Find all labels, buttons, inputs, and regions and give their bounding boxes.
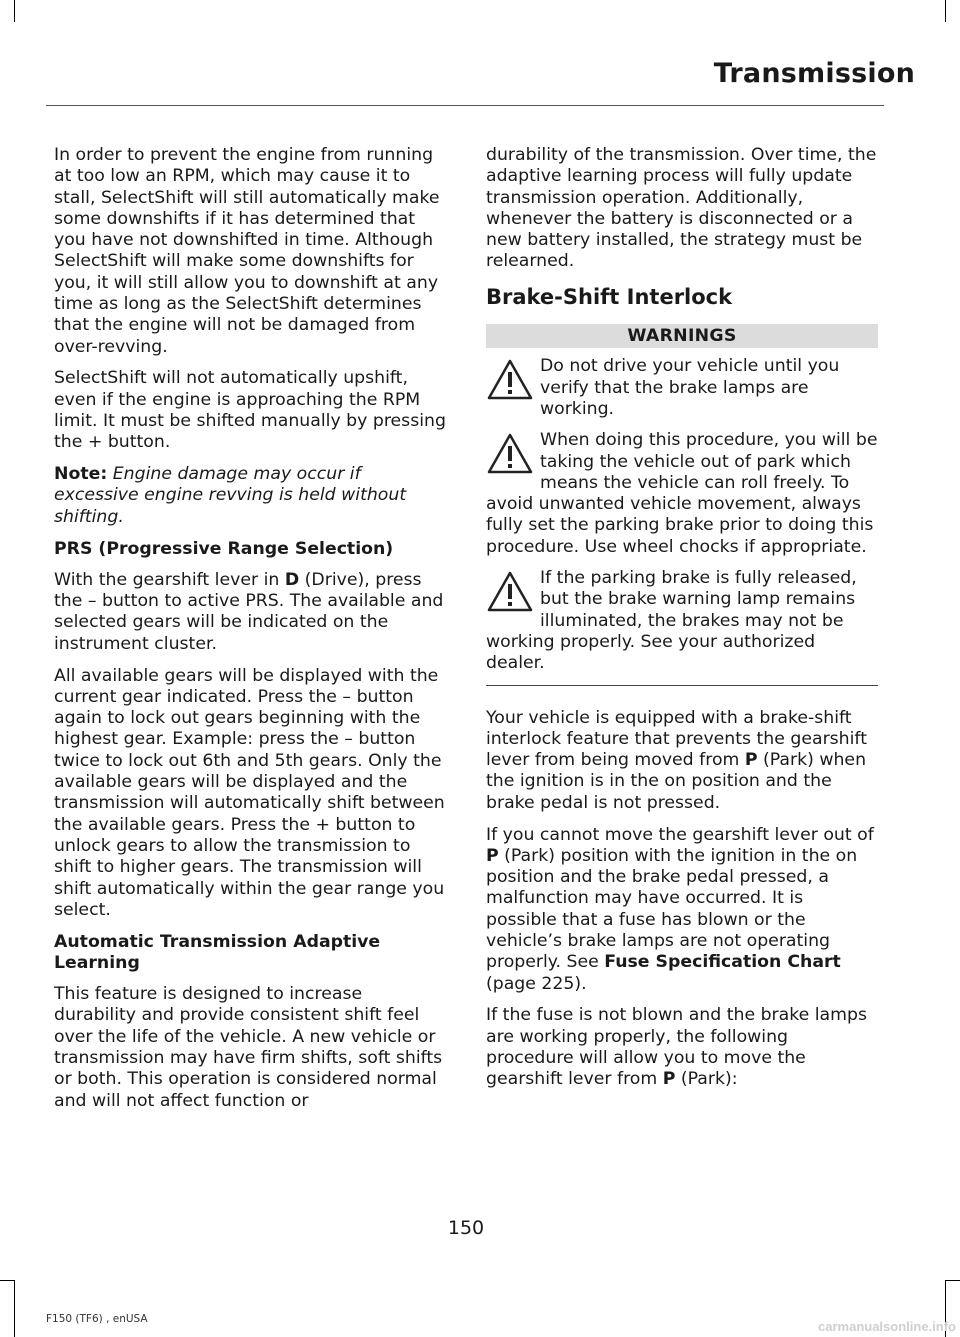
warning-triangle-icon xyxy=(486,432,534,476)
heading-adaptive-learning: Automatic Transmission Adaptive Learning xyxy=(54,931,381,973)
warning-text: If the parking brake is fully released, but the brake warning lamp remains illuminated, the brakes may not be working properly. See your authorized dealer. xyxy=(486,568,857,674)
warnings-header: WARNINGS xyxy=(486,324,878,348)
text-run: If you cannot move the gearshift lever out of xyxy=(486,824,874,845)
paragraph-prs xyxy=(54,570,446,655)
watermark-logo xyxy=(710,1316,960,1337)
warning-vehicle-roll xyxy=(486,430,878,558)
page-number: 150 xyxy=(447,1217,485,1239)
crop-mark-bottom-left-vertical xyxy=(14,1280,15,1337)
paragraph-interlock-feature xyxy=(486,708,878,814)
watermark-text: carmanualsonline.info xyxy=(818,1319,956,1334)
crop-mark-bottom-left-horizontal xyxy=(0,1280,14,1281)
paragraph-malfunction xyxy=(486,825,878,995)
warning-brake-lamps xyxy=(486,356,878,420)
paragraph-adaptive-continued: durability of the transmission. Over time, the adaptive learning process will fully update transmission operation. Additionally, whenever the battery is disconnected or a new battery installed, the strategy must be relearned. xyxy=(486,145,877,272)
warning-text: Do not drive your vehicle until you verify that the brake lamps are working. xyxy=(540,356,840,419)
gear-p: P xyxy=(486,845,499,866)
header-divider xyxy=(46,105,884,106)
page-title: Transmission xyxy=(713,58,915,89)
text-run: (Park) position with the ignition in the on position and the brake pedal pressed, a malfunction may have occurred. It is possible that a fuse has blown or the vehicle’s brake lamps are not operating properly. See xyxy=(486,845,858,973)
text-run: (page 225). xyxy=(486,973,587,994)
crop-mark-top-left-vertical xyxy=(14,0,15,22)
note-text: Engine damage may occur if excessive engine revving is held without shifting. xyxy=(54,464,407,527)
text-run: With the gearshift lever in xyxy=(54,569,285,590)
left-column xyxy=(54,145,446,1122)
crop-mark-bottom-right-horizontal xyxy=(946,1280,960,1281)
heading-brake-shift-interlock: Brake-Shift Interlock xyxy=(486,284,733,309)
paragraph-procedure xyxy=(486,1005,878,1090)
text-run: (Drive), press the – button to active PRS. The available and selected gears will be indicated on the instrument cluster. xyxy=(54,569,444,654)
gear-d: D xyxy=(284,569,300,590)
text-run: Your vehicle is equipped with a brake-shift interlock feature that prevents the gearshift lever from being moved from xyxy=(486,707,867,771)
warning-triangle-icon xyxy=(486,358,534,402)
warning-text: When doing this procedure, you will be taking the vehicle out of park which means the vehicle can roll freely. To avoid unwanted vehicle movement, always fully set the parking brake prior to doing this procedure. Use wheel chocks if appropriate. xyxy=(486,430,878,557)
note xyxy=(54,464,446,528)
warning-parking-brake xyxy=(486,568,878,674)
gear-p: P xyxy=(662,1069,676,1090)
footer-model-code: F150 (TF6) , enUSA xyxy=(46,1313,148,1325)
paragraph-upshift: SelectShift will not automatically upshift, even if the engine is approaching the RPM limit. It must be shifted manually by pressing the + button. xyxy=(54,368,446,453)
text-run: (Park): xyxy=(675,1069,738,1090)
fuse-chart-reference-link[interactable]: Fuse Specification Chart xyxy=(604,952,841,973)
paragraph-adaptive-learning: This feature is designed to increase durability and provide consistent shift feel over the life of the vehicle. A new vehicle or transmission may have firm shifts, soft shifts or both. This operation is considered normal and will not affect function or xyxy=(54,984,443,1111)
note-label: Note: xyxy=(54,464,108,485)
text-run: If the fuse is not blown and the brake lamps are working properly, the following procedure will allow you to move the gearshift lever from xyxy=(486,1005,867,1090)
right-column xyxy=(486,145,878,1101)
warning-triangle-icon xyxy=(486,570,534,614)
paragraph-available-gears: All available gears will be displayed with the current gear indicated. Press the – button again to lock out gears beginning with the highest gear. Example: press the – button twice to lock out 6th and 5th gears. Only the available gears will be displayed and the transmission will automatically shift between the available gears. Press the + button to unlock gears to allow the transmission to shift to higher gears. The transmission will shift automatically within the gear range you select. xyxy=(54,665,445,920)
paragraph-downshift: In order to prevent the engine from running at too low an RPM, which may cause it to stall, SelectShift will still automatically make some downshifts if it has determined that you have not downshifted in time. Although SelectShift will make some downshifts for you, it will still allow you to downshift at any time as long as the SelectShift determines that the engine will not be damaged from over-revving. xyxy=(54,145,440,357)
gear-p: P xyxy=(744,750,758,771)
heading-prs: PRS (Progressive Range Selection) xyxy=(54,538,394,559)
text-run: (Park) when the ignition is in the on position and the brake pedal is not pressed. xyxy=(486,750,867,813)
warnings-divider xyxy=(486,685,878,686)
crop-mark-top-right-vertical xyxy=(945,0,946,22)
